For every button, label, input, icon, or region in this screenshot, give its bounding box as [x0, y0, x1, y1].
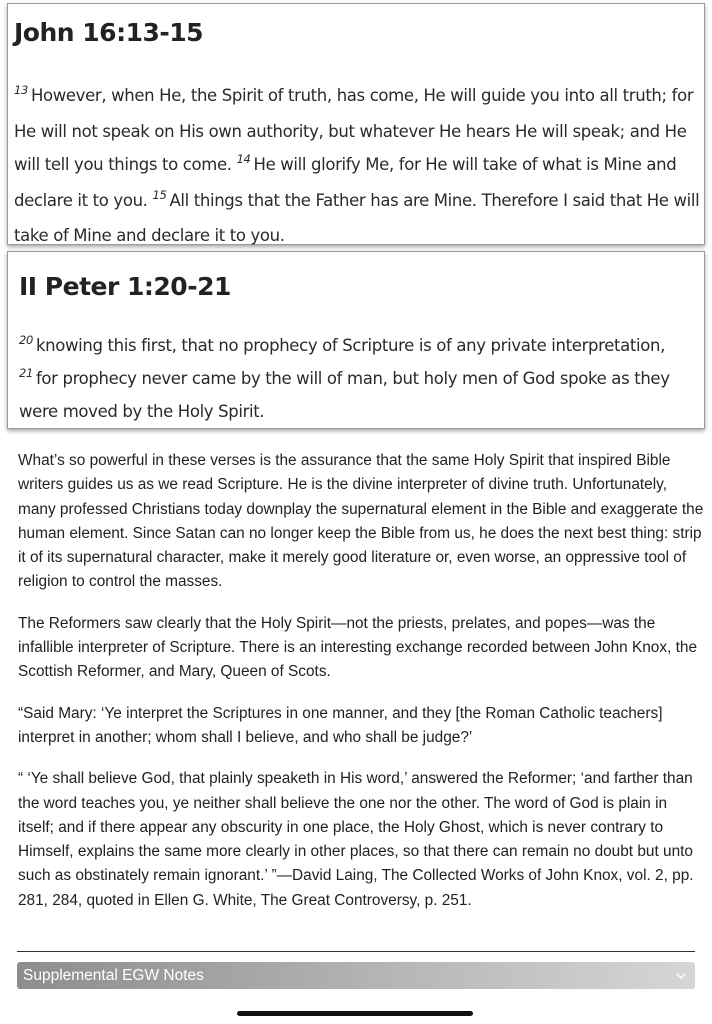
verse-content: knowing this first, that no prophecy of Scripture is of any private interpretation, [35, 336, 665, 355]
verse-text [14, 79, 700, 253]
verse-number: 13 [14, 83, 28, 97]
article-paragraph: “Said Mary: ‘Ye interpret the Scriptures in one manner, and they [the Roman Catholic teachers] interpret in another; whom shall I believe, and who shall be judge?’ [18, 704, 663, 746]
verse-content: All things that the Father has are Mine. Therefore I said that He will take of Mine and declare it to you. [14, 190, 700, 245]
verse-number: 20 [19, 333, 33, 347]
article-body [18, 449, 704, 930]
verse-content: However, when He, the Spirit of truth, has come, He will guide you into all truth; for He will not speak on His own authority, but whatever He hears He will speak; and He will tell you things to come. [14, 86, 694, 174]
section-divider [17, 951, 695, 952]
verse-content: for prophecy never came by the will of man, but holy men of God spoke as they were moved by the Holy Spirit. [19, 369, 670, 421]
verse-number: 21 [19, 366, 33, 380]
verse-content: He will glorify Me, for He will take of what is Mine and declare it to you. [14, 155, 677, 210]
supplemental-notes-toggle[interactable] [17, 962, 695, 989]
chevron-down-icon [675, 970, 687, 982]
supplemental-notes-label: Supplemental EGW Notes [23, 966, 204, 984]
article-paragraph: What’s so powerful in these verses is the assurance that the same Holy Spirit that inspired Bible writers guides us as we read Scripture. He is the divine interpreter of divine truth. Unfortunately, many professed Christians today downplay the supernatural element in the Bible and exaggerate the human element. Since Satan can no longer keep the Bible from us, he does the next best thing: strip it of its supernatural character, make it merely good literature or, even worse, an oppressive tool of religion to control the masses. [18, 452, 704, 591]
article-paragraph: The Reformers saw clearly that the Holy Spirit—not the priests, prelates, and popes—was the infallible interpreter of Scripture. There is an interesting exchange recorded between John Knox, the Scottish Reformer, and Mary, Queen of Scots. [18, 614, 698, 681]
verse-number: 14 [236, 152, 251, 166]
verse-text [19, 330, 700, 428]
verse-number: 15 [152, 187, 167, 202]
verse-reference: John 16:13-15 [14, 18, 204, 47]
verse-reference: II Peter 1:20-21 [19, 272, 231, 301]
home-indicator[interactable] [237, 1011, 473, 1016]
verse-card-john [7, 3, 705, 245]
article-paragraph: “ ‘Ye shall believe God, that plainly speaketh in His word,’ answered the Reformer; ‘and farther than the word teaches you, ye neither shall believe the one nor the other. The word of God is plain in itself; and if there appear any obscurity in one place, the Holy Ghost, which is never contrary to Himself, explains the same more clearly in other places, so that there can remain no doubt but unto such as obstinately remain ignorant.’ ”—David Laing, The Collected Works of John Knox, vol. 2, pp. 281, 284, quoted in Ellen G. White, The Great Controversy, p. 251. [18, 770, 694, 909]
verse-card-peter [7, 251, 705, 429]
